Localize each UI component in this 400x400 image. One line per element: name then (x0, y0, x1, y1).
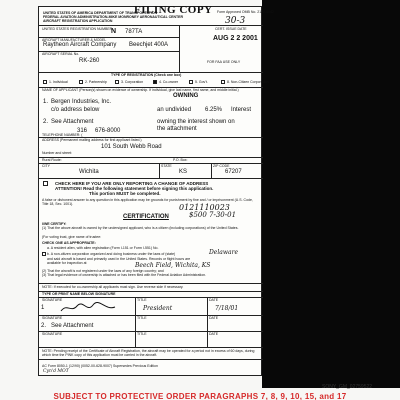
handwritten-fee: $500 7-30-01 (189, 211, 237, 219)
manufacturer-value: Raytheon Aircraft Company (43, 42, 117, 48)
cert-option-a: a. A resident alien, with alien registration (Form I-151 or Form I-551) No. (47, 246, 159, 250)
handwritten-file-number: 30-3 (225, 16, 246, 26)
cert-option-b-checkbox[interactable] (42, 252, 46, 256)
protective-order-legend: SUBJECT TO PROTECTIVE ORDER PARAGRAPHS 7, 8, 9, 10, 15, and 17 (53, 392, 347, 400)
applicant-1-name: Bergen Industries, Inc. (51, 99, 112, 105)
agency-line-3: AIRCRAFT REGISTRATION APPLICATION (43, 19, 113, 23)
form-identifier: AC Form 8050-1 (12/90) (0052-00-628-9007) Supersedes Previous Edition (42, 364, 158, 368)
registration-type-label-1: 1. Individual (49, 80, 68, 84)
registration-type-label-4: 4. Co-owner (159, 80, 179, 84)
address-label: ADDRESS (Permanent mailing address for first applicant listed.) (42, 138, 142, 142)
coowner-note: NOTE: If executed for co-ownership all applicants must sign. Use reverse side if necessary. (42, 285, 184, 289)
model-value: Beechjet 400A (129, 42, 169, 48)
agency-line-1: UNITED STATES OF AMERICA DEPARTMENT OF TRANSPORTATION (43, 11, 158, 15)
signer-1-number: 1 (41, 305, 45, 311)
registration-type-checkbox-3[interactable] (115, 80, 119, 84)
date-label-3: DATE (209, 332, 219, 336)
serial-label: AIRCRAFT SERIAL No. (42, 52, 80, 56)
rural-route-label: Rural Route: (42, 158, 62, 162)
signature-label-3: SIGNATURE (42, 332, 63, 336)
we-certify-label: I/WE CERTIFY: (42, 222, 67, 226)
city-label: CITY (42, 164, 50, 168)
serial-value: RK-260 (79, 58, 100, 64)
registration-form (38, 4, 275, 376)
zip-label: ZIP CODE (213, 164, 230, 168)
registration-type-checkbox-6[interactable] (221, 80, 225, 84)
reg-number-label: UNITED STATES REGISTRATION NUMBER (42, 27, 113, 31)
applicant-2-number: 2. (43, 119, 49, 125)
reg-number-value: 787TA (125, 29, 143, 35)
registration-type-checkbox-2[interactable] (79, 80, 83, 84)
pending-receipt-note: NOTE: Pending receipt of the Certificate of Aircraft Registration, the aircraft may be operated for a period not in excess of 60 days, during which time the PINK copy of this application must be carried in the aircraft. (42, 349, 255, 357)
applicant-1-number: 1. (43, 99, 49, 105)
title-label-2: TITLE (137, 316, 147, 320)
po-box-label: P.O. Box: (173, 158, 188, 162)
applicant-name-label: NAME OF APPLICANT (Person(s) shown on evidence of ownership. If individual, give last name, first name, and middle initial.) (42, 88, 239, 92)
registration-type-label-5: 5. Gov't. (195, 80, 208, 84)
date-label-2: DATE (209, 316, 219, 320)
interest-percent: 6.25% (205, 107, 223, 113)
cert-clause-1: (1) That the above aircraft is owned by the undersigned applicant, who is a citizen (including corporations) of the United States. (42, 226, 239, 230)
registration-type-label: TYPE OF REGISTRATION (Check one box) (111, 73, 182, 77)
change-of-address-checkbox[interactable] (43, 181, 48, 186)
street-value: 101 South Webb Road (101, 144, 162, 150)
applicant-1-co-address: c/o address below (51, 107, 100, 113)
date-label-1: DATE (209, 298, 219, 302)
signer-2-number: 2. (41, 323, 47, 329)
title-label-1: TITLE (137, 298, 147, 302)
cert-option-b-state: Delaware (209, 249, 238, 256)
state-label: STATE (161, 164, 172, 168)
owning-label: OWNING (173, 93, 199, 99)
applicant-2-tail-2: the attachment (157, 126, 197, 132)
faa-use-label: FOR FAA USE ONLY (207, 60, 241, 64)
cert-option-b-2: and said aircraft is based and primarily used in the United States. Records or flight hours are available for inspection at (47, 257, 191, 265)
attention-text: ATTENTION! Read the following statement before signing this application. (55, 186, 214, 191)
city-value: Wichita (79, 169, 99, 175)
change-of-address-text: CHECK HERE IF YOU ARE ONLY REPORTING A CHANGE OF ADDRESS (55, 181, 209, 186)
number-street-label: Number and street: (42, 151, 72, 155)
interest-text: an undivided (157, 107, 192, 113)
signature-scribble-1 (59, 301, 119, 315)
registration-type-checkbox-5[interactable] (189, 80, 193, 84)
signer-1-title: President (143, 305, 173, 312)
interest-word: Interest (231, 107, 252, 113)
must-complete-text: This portion MUST be completed. (89, 191, 161, 196)
reg-number-prefix: N (111, 28, 117, 35)
signature-label-1: SIGNATURE (42, 298, 63, 302)
cert-option-b-location: Beech Field, Wichita, KS (135, 262, 211, 269)
bates-number: SONY_GM_02759522 (322, 384, 373, 390)
issue-date-stamp: AUG 2 2 2001 (213, 35, 258, 42)
check-one-label: CHECK ONE AS APPROPRIATE: (42, 241, 96, 245)
redaction-bar (262, 0, 400, 388)
manufacturer-label: AIRCRAFT MANUFACTURER & MODEL (42, 38, 107, 42)
applicant-2-tail: owning the interest shown on (157, 119, 235, 125)
title-label-3: TITLE (137, 332, 147, 336)
registration-type-label-3: 3. Corporation (121, 80, 144, 84)
phone-label: TELEPHONE NUMBER: ( (42, 133, 83, 137)
voting-trust-label: (For voting trust, give name of trustee: (42, 235, 102, 239)
handwritten-code: 0121110023 (179, 203, 230, 212)
registration-type-checkbox-4[interactable] (153, 80, 157, 84)
form-title: FILING COPY (134, 4, 213, 16)
cert-option-b: b. A non-citizen corporation organized and doing business under the laws of (state) (47, 252, 176, 256)
signer-2-name: See Attachment (51, 323, 94, 329)
form-approval-number: Form Approved OMB No. 2120-0042 (217, 10, 275, 14)
cert-issue-date-label: CERT. ISSUE DATE (215, 27, 247, 31)
state-value: KS (179, 169, 188, 175)
phone-number: 676-8000 (95, 128, 121, 134)
applicant-2-name: See Attachment (51, 119, 94, 125)
signature-header: TYPE OR PRINT NAME BELOW SIGNATURE (42, 292, 116, 296)
agency-line-2: FEDERAL AVIATION ADMINISTRATION-MIKE MONRONEY AERONAUTICAL CENTER (43, 15, 183, 19)
registration-type-checkbox-1[interactable] (43, 80, 47, 84)
registration-type-label-6: 8. Non-Citizen Corporation (227, 80, 269, 84)
registration-type-label-2: 2. Partnership (85, 80, 107, 84)
signature-label-2: SIGNATURE (42, 316, 63, 320)
zip-value: 67207 (225, 169, 242, 175)
certification-heading: CERTIFICATION (123, 214, 169, 220)
false-statement-warning: A false or dishonest answer to any question in this application may be grounds for punishment by fine and / or imprisonment (U.S. Code, Title 18, Sec. 1001). (42, 198, 253, 206)
cert-clause-3: (3) That legal evidence of ownership is attached or has been filed with the Federal Aviation Administration. (42, 273, 207, 277)
signer-1-date: 7/18/01 (215, 305, 239, 312)
cert-clause-2: (2) That the aircraft is not registered under the laws of any foreign country; and (42, 269, 164, 273)
handwritten-bottom-note: Cyn'd MOT (43, 369, 69, 374)
phone-area-code: 316 (77, 128, 88, 134)
